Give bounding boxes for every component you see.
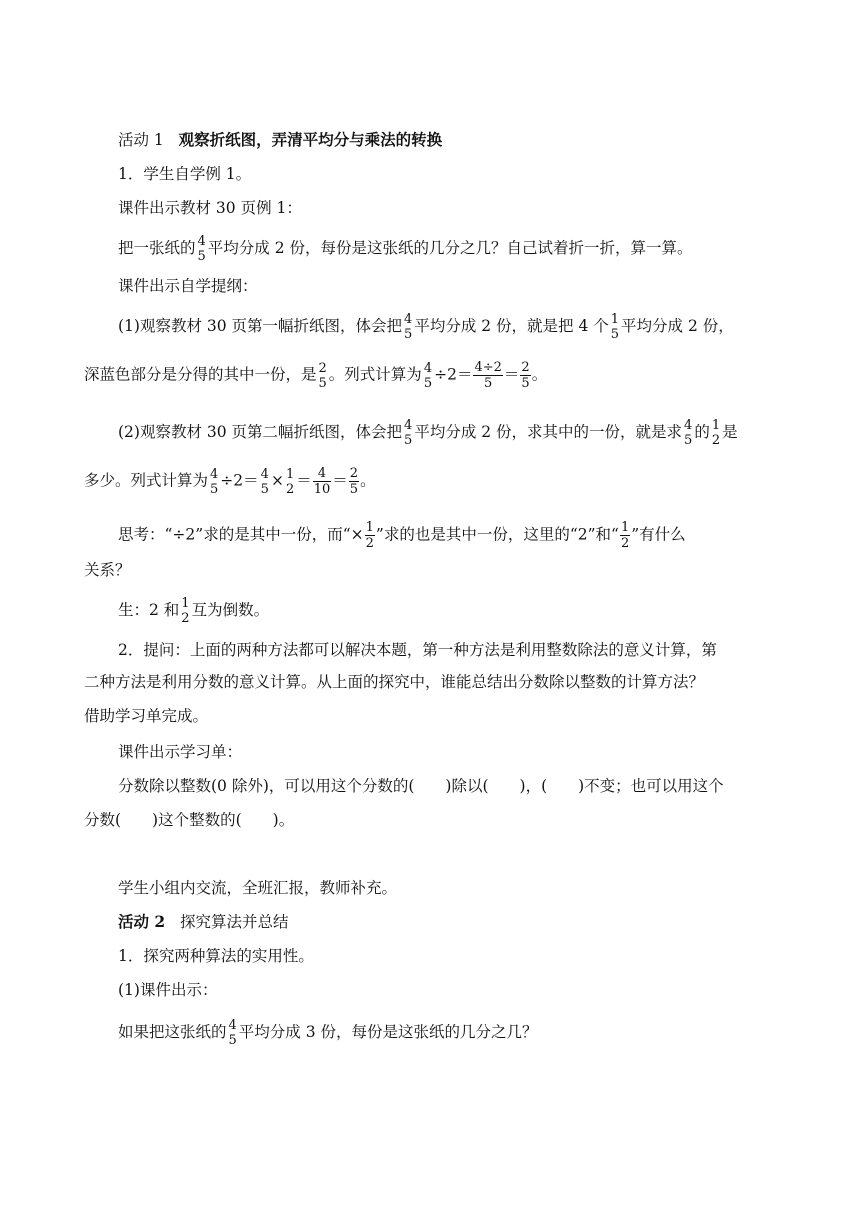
- numerator: 1: [285, 466, 295, 482]
- outline2-text-a: (2)观察教材 30 页第二幅折纸图，体会把: [118, 423, 403, 441]
- denominator: 5: [228, 1033, 237, 1048]
- numerator: 4: [404, 312, 413, 327]
- denominator: 5: [260, 481, 269, 497]
- think-text-c: ”有什么: [631, 525, 686, 544]
- outline2-line2-text-a: 多少。列式计算为: [84, 471, 209, 490]
- question-text-b: 平均分成 3 份，每份是这张纸的几分之几？: [238, 1023, 538, 1041]
- denominator: 5: [521, 376, 530, 391]
- numerator: 2: [318, 360, 327, 376]
- outline-intro-text: 课件出示自学提纲：: [118, 277, 258, 295]
- step2-1-text: 1．探究两种算法的实用性。: [118, 947, 314, 965]
- numerator: 1: [620, 520, 630, 535]
- step1-text: 1．学生自学例 1。: [118, 165, 252, 183]
- denominator: 5: [318, 375, 327, 391]
- equals-text: ＝: [296, 471, 312, 490]
- numerator: 1: [181, 596, 190, 611]
- numerator: 4: [313, 466, 332, 482]
- outline1-line1: [118, 312, 818, 342]
- numerator: 1: [610, 312, 620, 327]
- fraction: [423, 361, 433, 391]
- student-text-a: 生：2 和: [118, 601, 180, 619]
- numerator: 1: [365, 520, 374, 535]
- numerator: 4: [260, 466, 269, 482]
- denominator: 2: [285, 481, 295, 497]
- outline1-text-a: (1)观察教材 30 页第一幅折纸图，体会把: [118, 317, 403, 335]
- fraction: [403, 312, 413, 342]
- denominator: 5: [404, 327, 413, 342]
- denominator: 5: [349, 482, 359, 497]
- activity2-title: 探究算法并总结: [179, 913, 289, 931]
- division-text: ÷2＝: [220, 471, 259, 490]
- times-text: ×: [270, 471, 284, 490]
- denominator: 10: [313, 482, 331, 497]
- denominator: 5: [610, 327, 620, 342]
- worksheet-line1: 分数除以整数(0 除外)，可以用这个分数的( )除以( )，( )不变；也可以用这个: [118, 777, 724, 795]
- activity1-heading: [118, 128, 818, 152]
- outline1-line2-text-b: 。列式计算为: [328, 365, 422, 384]
- question-text-a: 如果把这张纸的: [118, 1023, 227, 1041]
- courseware2-text: (1)课件出示：: [118, 981, 218, 999]
- fraction: [683, 418, 693, 448]
- step2-line2: 二种方法是利用分数的意义计算。从上面的探究中，谁能总结出分数除以整数的计算方法？: [84, 673, 705, 691]
- fraction: [260, 467, 270, 497]
- activity2-label: 活动 2: [118, 912, 166, 931]
- activity1-title: 观察折纸图，弄清平均分与乘法的转换: [178, 130, 443, 149]
- outline1-line2-text-a: 深蓝色部分是分得的其中一份，是: [84, 365, 317, 384]
- denominator: 5: [484, 376, 493, 391]
- outline1-text-b: 平均分成 2 份，就是把 4 个: [414, 317, 609, 335]
- fraction: [180, 596, 190, 626]
- think-text-a: 思考：“÷2”求的是其中一份，而“×: [118, 525, 364, 544]
- student-text-b: 互为倒数。: [191, 601, 270, 619]
- think-line1: [118, 520, 818, 551]
- denominator: 2: [711, 433, 721, 448]
- numerator: 1: [711, 418, 721, 433]
- denominator: 5: [404, 433, 413, 448]
- denominator: 2: [620, 536, 630, 551]
- activity1-label: 活动 1: [118, 131, 164, 149]
- outline1-line2: [84, 360, 784, 391]
- numerator: 4÷2: [474, 360, 502, 375]
- outline2-text-b: 平均分成 2 份，求其中的一份，就是求: [414, 423, 683, 441]
- exchange-text: 学生小组内交流，全班汇报，教师补充。: [118, 879, 398, 897]
- think-text-b: ”求的也是其中一份，这里的“2”和“: [375, 525, 619, 544]
- fraction: [313, 466, 332, 497]
- denominator: 2: [365, 536, 374, 551]
- outline2-line2: [84, 466, 784, 497]
- example-text-a: 把一张纸的: [118, 239, 196, 257]
- activity2-heading: [118, 910, 818, 934]
- equals-text: ＝: [332, 471, 348, 490]
- numerator: 4: [197, 234, 206, 249]
- fraction: [610, 312, 620, 342]
- question-paragraph: [118, 1018, 818, 1048]
- fraction: [620, 520, 630, 551]
- fraction: [403, 418, 413, 448]
- fraction: [349, 466, 359, 497]
- worksheet-line2: 分数( )这个整数的( )。: [84, 811, 295, 829]
- fraction: [711, 418, 721, 448]
- numerator: 4: [684, 418, 693, 433]
- fraction: [197, 234, 207, 264]
- example-text-b: 平均分成 2 份，每份是这张纸的几分之几？自己试着折一折，算一算。: [207, 239, 693, 257]
- outline1-text-c: 平均分成 2 份，: [621, 317, 734, 335]
- example-paragraph: [118, 234, 818, 264]
- denominator: 5: [197, 249, 206, 264]
- fraction: [285, 467, 295, 497]
- outline2-line1: [118, 418, 818, 448]
- numerator: 4: [228, 1018, 237, 1033]
- denominator: 2: [181, 611, 190, 626]
- denominator: 5: [210, 481, 219, 497]
- numerator: 2: [349, 466, 359, 481]
- fraction: [365, 520, 375, 551]
- numerator: 2: [521, 360, 530, 375]
- step2-line1: 2．提问：上面的两种方法都可以解决本题，第一种方法是利用整数除法的意义计算，第: [118, 641, 717, 659]
- think-line2: 关系？: [84, 561, 131, 579]
- numerator: 4: [404, 418, 413, 433]
- outline2-text-d: 是: [722, 423, 738, 441]
- courseware-example-text: 课件出示教材 30 页例 1：: [118, 199, 302, 217]
- fraction: [209, 467, 219, 497]
- student-answer: [118, 596, 818, 626]
- denominator: 5: [684, 433, 693, 448]
- numerator: 4: [210, 466, 219, 482]
- period-text: 。: [360, 471, 376, 490]
- fraction: [228, 1018, 238, 1048]
- division-text: ÷2＝: [434, 365, 473, 384]
- period-text: 。: [531, 365, 548, 384]
- step2-line3: 借助学习单完成。: [84, 707, 209, 725]
- fraction: [520, 360, 530, 391]
- denominator: 5: [423, 375, 433, 391]
- fraction: [318, 361, 328, 391]
- worksheet-intro-text: 课件出示学习单：: [118, 743, 243, 761]
- equals-text: ＝: [503, 365, 520, 384]
- outline2-text-c: 的: [694, 423, 710, 441]
- fraction: [473, 360, 502, 391]
- numerator: 4: [423, 360, 433, 376]
